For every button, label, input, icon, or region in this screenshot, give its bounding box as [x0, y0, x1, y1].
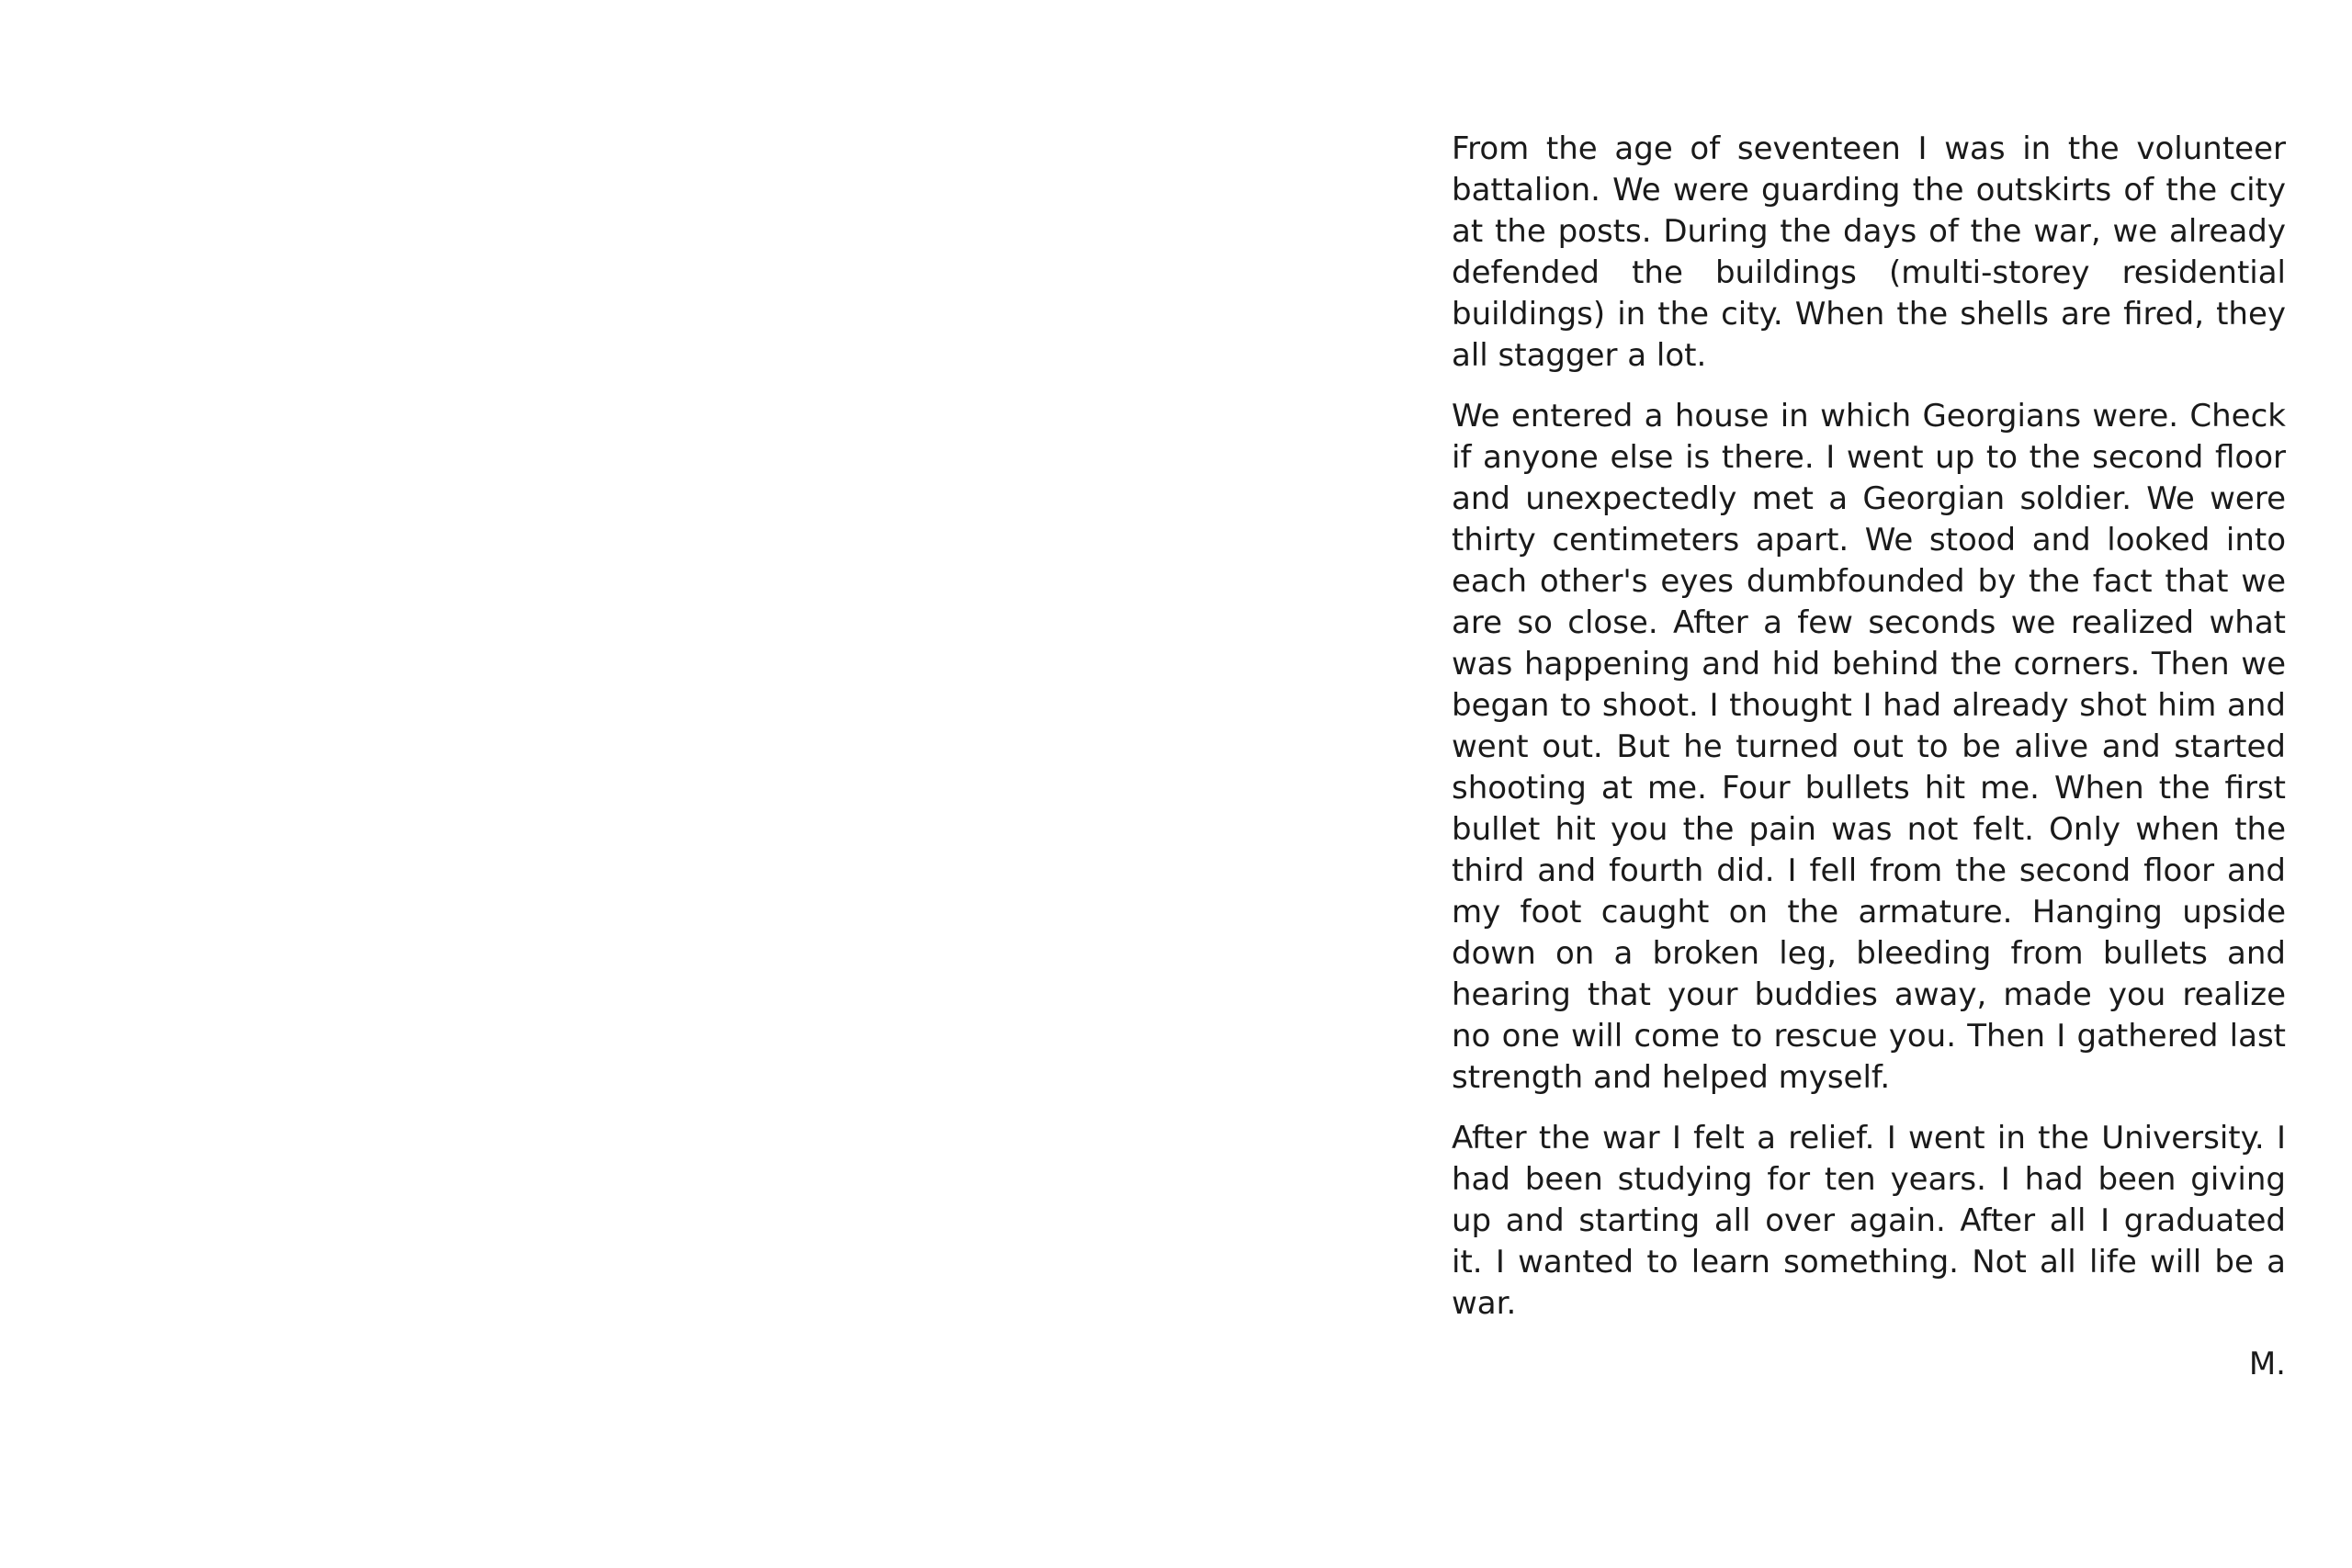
story-paragraph-1: From the age of seventeen I was in the volunteer battalion. We were guarding the outskirts of the city at the posts. During the days of the war, we already defended the buildings (multi-storey residential buildings) in the city. When the shells are fired, they all stagger a lot. — [1452, 130, 2286, 374]
story-paragraph-3: After the war I felt a relief. I went in the University. I had been studying for ten years. I had been giving up and starting all over again. After all I graduated it. I wanted to learn something. Not all life will be a war. — [1452, 1120, 2286, 1322]
story-paragraph-2: We entered a house in which Georgians were. Check if anyone else is there. I went up to the second floor and unexpectedly met a Georgian soldier. We were thirty centimeters apart. We stood and looked into each other's eyes dumbfounded by the fact that we are so close. After a few seconds we realized what was happening and hid behind the corners. Then we began to shoot. I thought I had already shot him and went out. But he turned out to be alive and started shooting at me. Four bullets hit me. When the first bullet hit you the pain was not felt. Only when the third and fourth did. I fell from the second floor and my foot caught on the armature. Hanging upside down on a broken leg, bleeding from bullets and hearing that your buddies away, made you realize no one will come to rescue you. Then I gathered last strength and helped myself. — [1452, 398, 2286, 1096]
story-text-column — [1452, 129, 2286, 1385]
author-signature: M. — [2248, 1346, 2286, 1382]
right-page — [1176, 0, 2352, 1568]
